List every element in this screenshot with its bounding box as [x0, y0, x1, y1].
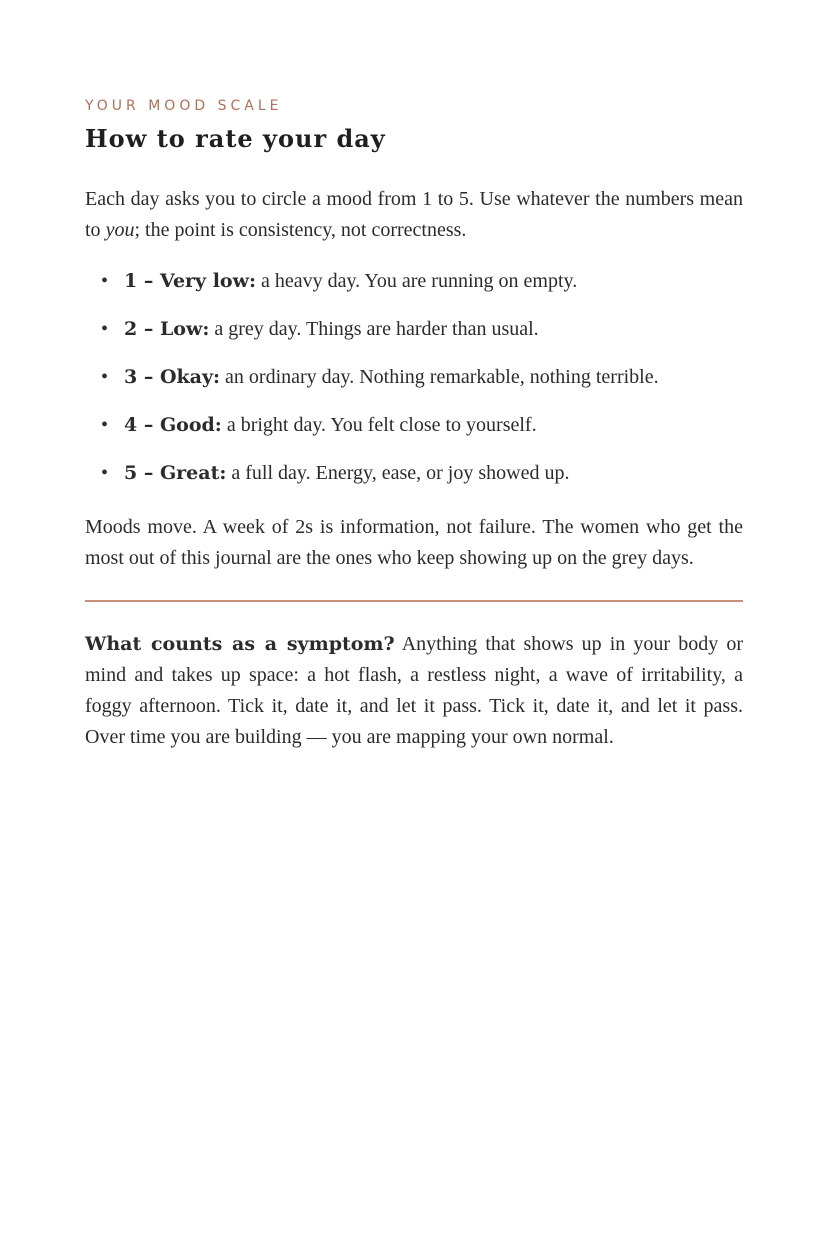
intro-text-before: Each day asks you to circle a mood from 1 to 5. Use whatever the numbers mean to [85, 188, 743, 241]
section-divider [85, 600, 743, 602]
bullet-icon: • [101, 462, 109, 484]
scale-label: 1 – Very low: [124, 270, 256, 292]
symptom-paragraph [85, 629, 743, 753]
intro-emphasis: you [105, 219, 135, 241]
scale-description: a full day. Energy, ease, or joy showed up. [226, 462, 570, 484]
bullet-icon: • [101, 318, 109, 340]
scale-description: an ordinary day. Nothing remarkable, nothing terrible. [220, 366, 659, 388]
scale-label: 4 – Good: [124, 414, 222, 436]
list-item [85, 266, 743, 296]
section-eyebrow: YOUR MOOD SCALE [85, 98, 283, 114]
note-paragraph: Moods move. A week of 2s is information, not failure. The women who get the most out of this journal are the ones who keep showing up on the grey days. [85, 516, 743, 569]
scale-label: 3 – Okay: [124, 366, 221, 388]
bullet-icon: • [101, 414, 109, 436]
page-title: How to rate your day [85, 124, 386, 153]
journal-page [85, 96, 743, 753]
scale-label: 2 – Low: [124, 318, 210, 340]
bullet-icon: • [101, 366, 109, 388]
list-item [85, 410, 743, 440]
symptom-text: Anything that shows up in your body or mind and takes up space: a hot flash, a restless night, a wave of irritability, a foggy afternoon. Tick it, date it, and let it pass. Tick it, date it, and let it pass. Over time you are building — you are mapping your own normal. [85, 633, 743, 748]
list-item [85, 362, 743, 392]
scale-label: 5 – Great: [124, 462, 227, 484]
intro-paragraph [85, 184, 743, 246]
mood-scale-list [85, 266, 743, 488]
list-item [85, 458, 743, 488]
scale-description: a heavy day. You are running on empty. [255, 270, 578, 292]
bullet-icon: • [101, 270, 109, 292]
symptom-heading: What counts as a symptom? [85, 633, 395, 655]
intro-text-after: ; the point is consistency, not correctness. [134, 219, 467, 241]
scale-description: a bright day. You felt close to yourself. [221, 414, 537, 436]
scale-description: a grey day. Things are harder than usual. [209, 318, 539, 340]
list-item [85, 314, 743, 344]
